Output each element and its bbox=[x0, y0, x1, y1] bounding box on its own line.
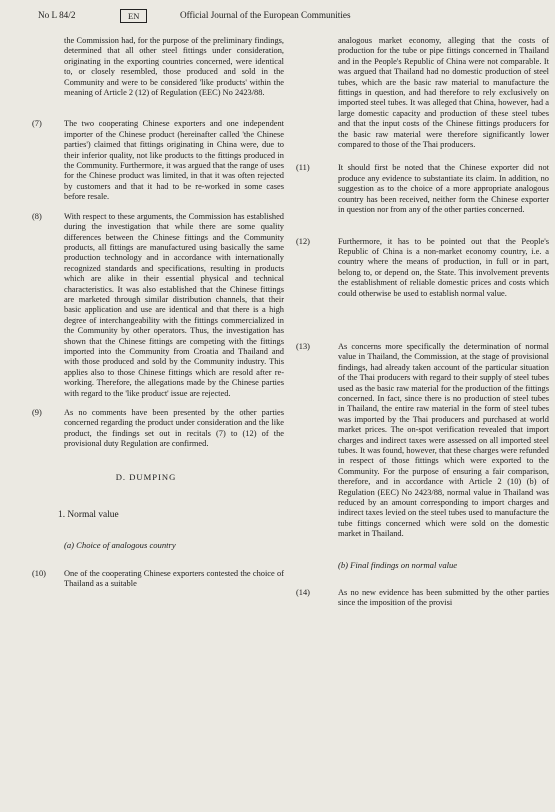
recital-number: (13) bbox=[296, 341, 310, 351]
paragraph-text: As concerns more specifically the determination of normal value in Thailand, the Commission, at the stage of provisional findings, had already taken account of the particular situation of the Thai producers with regard to their supply of steel tubes used as the basic raw material for the production of the fittings concerned. In fact, since there is no production of steel tubes in Thailand, the entire raw material in the form of steel tubes was imported by the Thai producers and purchased at world market prices. The on-spot verification revealed that import charges and indirect taxes were assessed on all imported steel tubes. It was found, however, that these charges were refunded in respect of those fittings which were exported to the Community. For the purpose of ensuring a fair comparison, therefore, and in accordance with Article 2 (10) (b) of Regulation (EEC) No 2423/88, normal value in Thailand was reduced by an amount corresponding to import charges and indirect taxes levied on the steel tubes used to manufacture the tube fittings concerned which were sold on the domestic market in Thailand. bbox=[338, 341, 549, 539]
paragraph-text: The two cooperating Chinese exporters and one independent importer of the Chinese product (hereinafter called 'the Chinese parties') claimed that fittings originating in China were, due to their inferior quality, not like products to the fittings produced in the Community. Furthermore, it was argued that the range of uses for the Chinese product was limited, in that it was often rejected by customers and that it had to be re-worked in some cases before resale. bbox=[64, 119, 284, 202]
recital-number: (9) bbox=[32, 408, 42, 417]
recital-number: (11) bbox=[296, 163, 310, 173]
subheading-final-findings: (b) Final findings on normal value bbox=[338, 559, 458, 570]
recital-14 bbox=[284, 588, 549, 609]
recital-number: (8) bbox=[32, 211, 42, 221]
subheading-analogous-country: (a) Choice of analogous country bbox=[64, 540, 176, 551]
language-badge: EN bbox=[120, 9, 147, 23]
recital-11 bbox=[284, 163, 549, 215]
paragraph-text: It should first be noted that the Chinese exporter did not produce any evidence to substantiate its claim. In addition, no suggestion as to the choice of a more appropriate analogous country has been received, neither form the Chinese exporter in question nor from any of the other parties concerned. bbox=[338, 163, 549, 215]
recital-10-continuation bbox=[284, 36, 549, 150]
paragraph-text: Furthermore, it has to be pointed out that the People's Republic of China is a non-market economy country, i.e. a country where the means of production, in full or in part, belong to, or depend on, the State. This involvement prevents the establishment of reliable domestic prices and costs which could otherwise be used to establish normal value. bbox=[338, 236, 549, 298]
recital-13 bbox=[284, 342, 549, 540]
recital-12 bbox=[284, 237, 549, 299]
subsection-heading-normal-value: 1. Normal value bbox=[58, 510, 119, 521]
recital-9 bbox=[8, 408, 284, 450]
left-column bbox=[8, 36, 284, 599]
right-column bbox=[284, 36, 549, 618]
recital-number: (7) bbox=[32, 119, 42, 129]
page-reference: No L 84/2 bbox=[38, 10, 76, 20]
paragraph-text: analogous market economy, alleging that the costs of production for the tube or pipe fittings concerned in Thailand and in the People's Republic of China were not comparable. It was argued that Thailand had no domestic production of steel tubes, which are the basic raw material to manufacture the fittings in question, and had therefore to rely exclusively on imported steel tubes. It was alleged that China, however, had a large domestic capacity and production of these steel tubes and that the input costs of the Chinese fittings producers for the basic raw material were therefore significantly lower compared to those of the Thai producers. bbox=[338, 36, 549, 150]
paragraph-text: As no comments have been presented by the other parties concerned regarding the product under consideration and the like product, the findings set out in recitals (7) to (12) of the provisional duty Regulation are confirmed. bbox=[64, 408, 284, 449]
paragraph-text: With respect to these arguments, the Commission has established during the investigation that while there are some quality differences between the Chinese fittings and the Community products, all fittings are manufactured using basically the same production technology and in accordance with internationally recognized standards and specifications, resulting in products which are alike in their essential physical and technical characteristics. It was also established that the Chinese fittings are marketed through similar distribution channels, that their basic application and use are identical and that there is a high degree of interchangeability with the fittings commercialized in the Community by other operators. Thus, the investigation has shown that the Chinese fittings are competing with the fittings imported into the Community from Croatia and Thailand and with those produced and sold by the Community industry. This applies also to those Chinese fittings which are resold after re-working. Therefore, the allegations made by the Chinese parties with regard to the 'like product' issue are rejected. bbox=[64, 211, 284, 398]
recital-number: (12) bbox=[296, 236, 310, 246]
recital-6-continuation bbox=[8, 36, 284, 98]
recital-number: (14) bbox=[296, 588, 310, 598]
paragraph-text: As no new evidence has been submitted by the other parties since the imposition of the provisi bbox=[338, 588, 549, 608]
page-header bbox=[38, 10, 545, 24]
recital-10 bbox=[8, 569, 284, 590]
recital-8 bbox=[8, 212, 284, 399]
paragraph-text: the Commission had, for the purpose of the preliminary findings, determined that all other steel fittings under consideration, originating in the exporting countries concerned, were identical to, or closely resembled, those produced and sold in the Community and were to be considered 'like products' within the meaning of Article 2 (12) of Regulation (EEC) No 2423/88. bbox=[64, 36, 284, 98]
recital-7 bbox=[8, 119, 284, 202]
journal-title: Official Journal of the European Communities bbox=[180, 10, 351, 20]
section-heading-dumping: D. DUMPING bbox=[115, 471, 177, 482]
paragraph-text: One of the cooperating Chinese exporters contested the choice of Thailand as a suitable bbox=[64, 568, 284, 589]
recital-number: (10) bbox=[32, 568, 46, 578]
